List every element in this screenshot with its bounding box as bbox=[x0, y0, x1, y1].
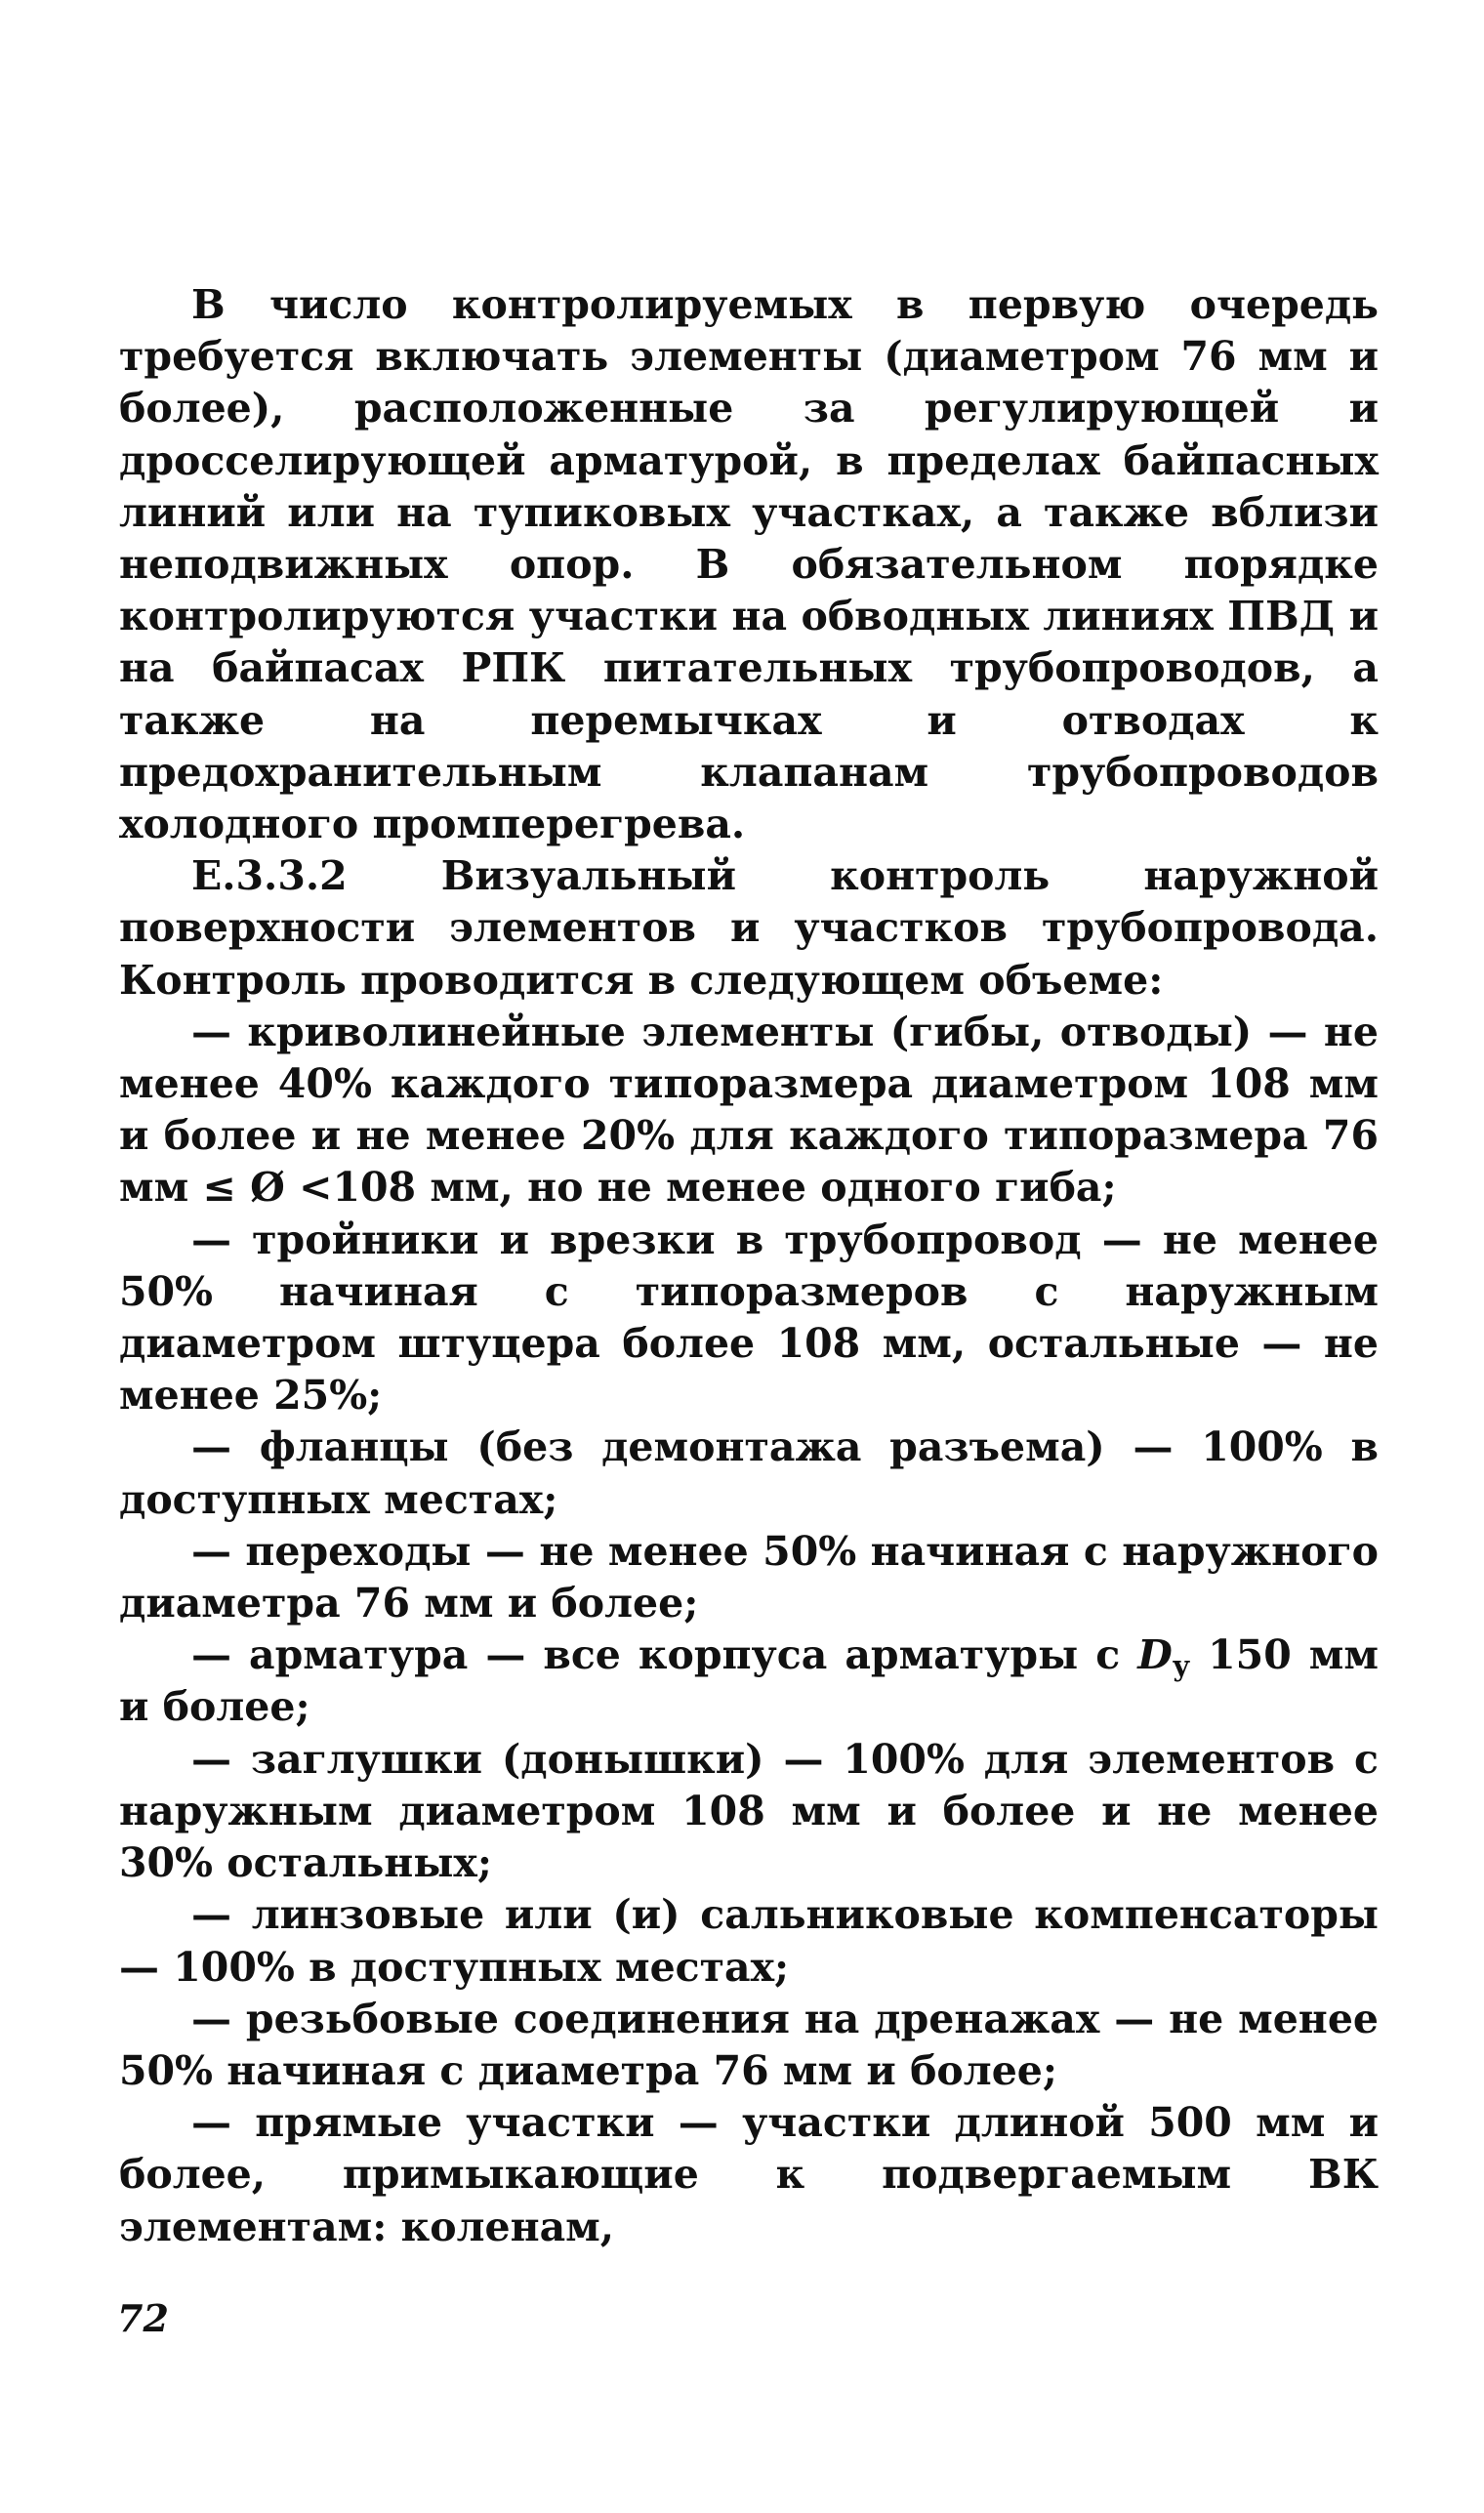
valves-text-before: — арматура — все корпуса арматуры с bbox=[191, 1631, 1138, 1679]
list-item-compensators: — линзовые или (и) сальниковые компенсаторы — 100% в доступных местах; bbox=[119, 1891, 1379, 1991]
list-item-flanges: — фланцы (без демонтажа разъема) — 100% в доступных местах; bbox=[119, 1423, 1379, 1523]
list-item-valves bbox=[119, 1629, 1379, 1733]
paragraph-e3332: Е.3.3.2 Визуальный контроль наружной поверхности элементов и участков трубопровода. Контроль проводится в следующем объеме: bbox=[119, 852, 1379, 1004]
valves-text-after: 150 мм и более; bbox=[119, 1631, 1379, 1731]
list-item-bends: — криволинейные элементы (гибы, отводы) — не менее 40% каждого типоразмера диаметром 108 мм и более и не менее 20% для каждого типоразмера 76 мм ≤ Ø <108 мм, но не менее одного гиба; bbox=[119, 1008, 1379, 1212]
list-item-straight-sections: — прямые участки — участки длиной 500 мм и более, примыкающие к подвергаемым ВК элементам: коленам, bbox=[119, 2099, 1379, 2250]
valves-subscript: у bbox=[1172, 1649, 1191, 1683]
page-body bbox=[119, 279, 1379, 2253]
list-item-plugs: — заглушки (донышки) — 100% для элементов с наружным диаметром 108 мм и более и не менее 30% остальных; bbox=[119, 1735, 1379, 1887]
paragraph-intro: В число контролируемых в первую очередь требуется включать элементы (диаметром 76 мм и более), расположенные за регулирующей и дросселирующей арматурой, в пределах байпасных линий или на тупиковых участках, а также вблизи неподвижных опор. В обязательном порядке контролируются участки на обводных линиях ПВД и на байпасах РПК питательных трубопроводов, а также на перемычках и отводах к предохранительным клапанам трубопроводов холодного промперегрева. bbox=[119, 281, 1379, 848]
list-item-threaded-joints: — резьбовые соединения на дренажах — не менее 50% начиная с диаметра 76 мм и более; bbox=[119, 1995, 1379, 2094]
list-item-tees: — тройники и врезки в трубопровод — не менее 50% начиная с типоразмеров с наружным диаметром штуцера более 108 мм, остальные — не менее 25%; bbox=[119, 1215, 1379, 1420]
page-number: 72 bbox=[117, 2296, 169, 2340]
list-item-reducers: — переходы — не менее 50% начиная с наружного диаметра 76 мм и более; bbox=[119, 1527, 1379, 1627]
valves-symbol: D bbox=[1137, 1631, 1173, 1679]
